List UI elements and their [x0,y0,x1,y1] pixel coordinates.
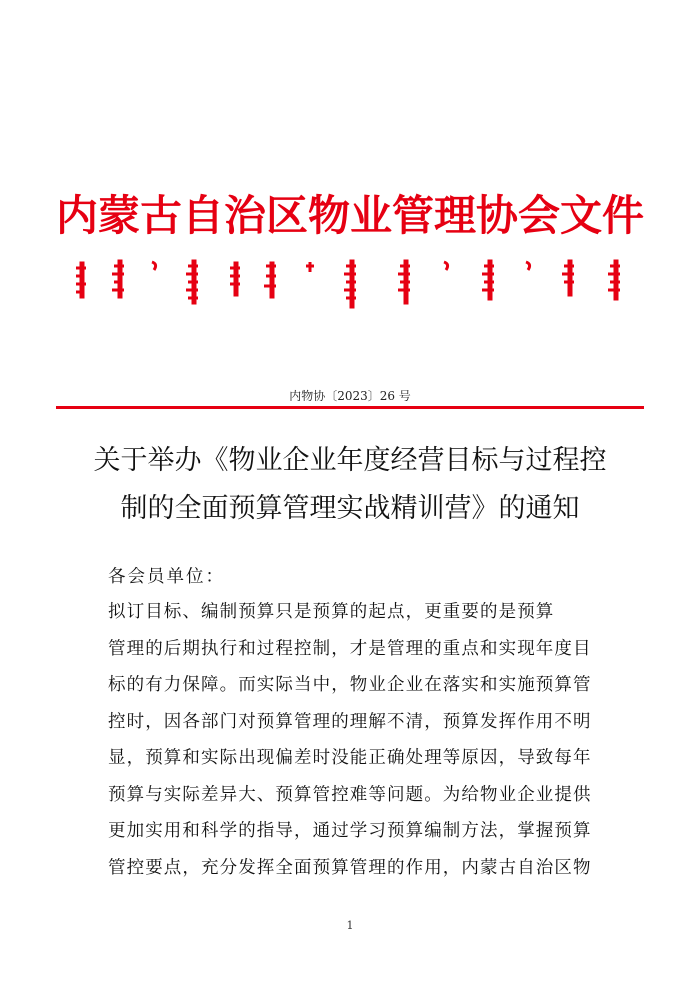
mongolian-word-1 [76,262,86,298]
body-line: 标的有力保障。而实际当中，物业企业在落实和实施预算管 [108,675,592,695]
mongolian-word-5 [230,262,240,296]
mongolian-word-9 [398,260,410,304]
mongolian-word-13 [562,260,574,296]
body-line: 更加实用和科学的指导，通过学习预算编制方法，掌握预算 [108,821,592,841]
mongolian-word-10 [444,262,448,270]
notice-title [0,437,700,533]
body-line: 管理的后期执行和过程控制，才是管理的重点和实现年度目 [108,638,592,659]
page-number: 1 [346,919,354,932]
mongolian-word-14 [608,260,620,300]
body-line: 预算与实际差异大、预算管控难等问题。为给物业企业提供 [108,784,592,805]
notice-title-line-1: 关于举办《物业企业年度经营目标与过程控 [93,445,607,476]
body-line: 拟订目标、编制预算只是预算的起点，更重要的是预算 [108,602,555,622]
salutation: 各会员单位： [108,567,225,587]
body-paragraph [108,594,600,886]
document-number: 内物协〔2023〕26 号 [289,389,411,403]
mongolian-word-6 [264,262,276,298]
mongolian-word-12 [526,262,530,270]
mongolian-word-4 [186,260,198,304]
notice-title-line-2: 制的全面预算管理实战精训营》的通知 [120,493,580,524]
mongolian-word-2 [112,260,124,298]
body-line: 控时，因各部门对预算管理的理解不清，预算发挥作用不明 [108,711,592,732]
body-line: 管控要点，充分发挥全面预算管理的作用，内蒙古自治区物 [108,857,592,878]
mongolian-word-3 [152,262,156,270]
mongolian-word-7 [306,262,314,272]
mongolian-word-11 [482,260,494,300]
mongolian-word-8 [344,260,356,308]
document-header-title: 内蒙古自治区物业管理协会文件 [55,191,644,240]
mongolian-script-title [74,254,634,310]
body-line: 显，预算和实际出现偏差时没能正确处理等原因，导致每年 [108,748,592,768]
red-divider-line [56,406,644,409]
